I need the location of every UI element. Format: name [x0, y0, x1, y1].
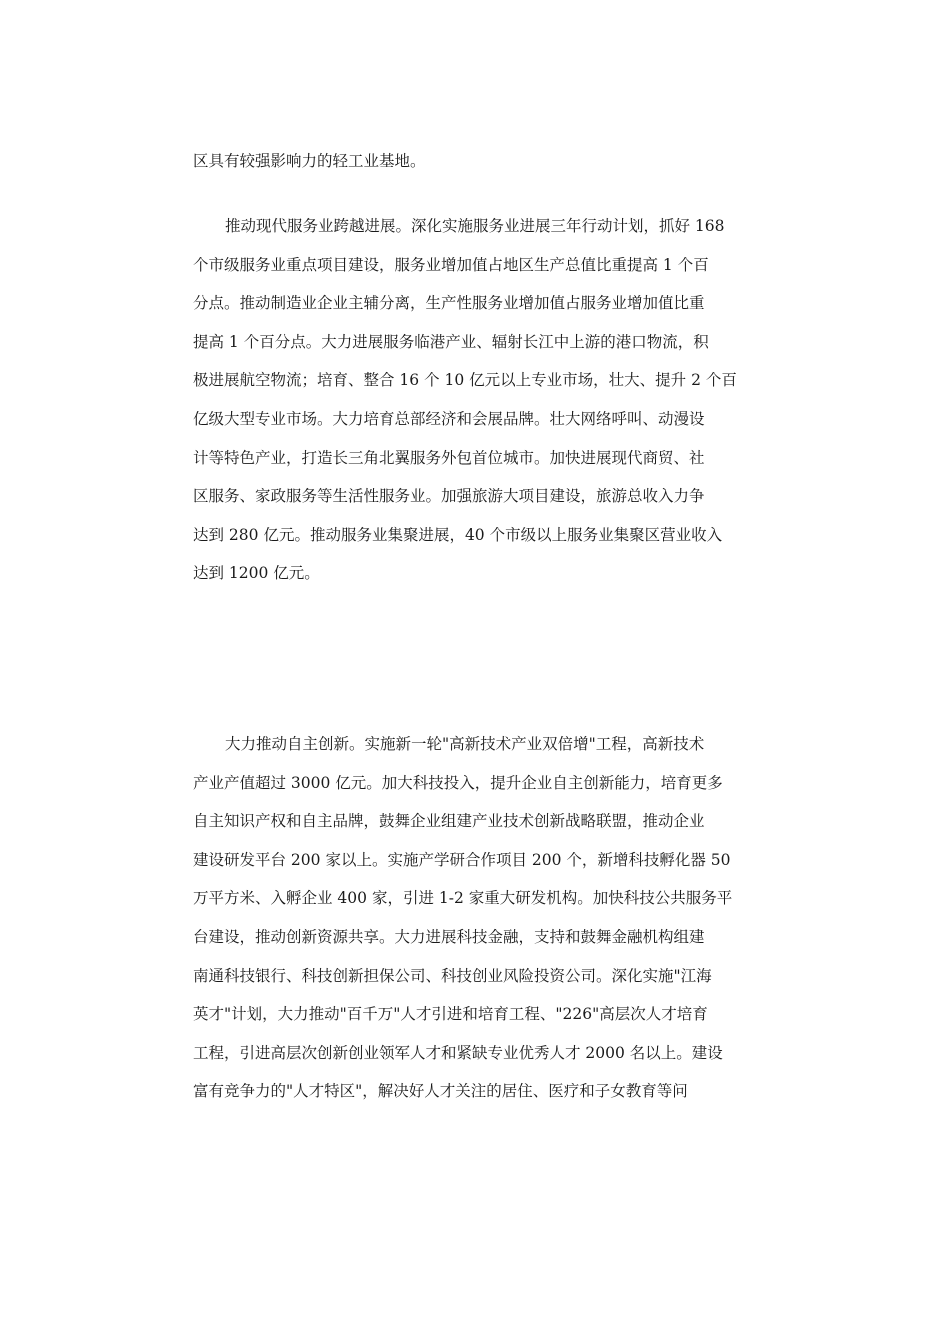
- paragraph-line: 区服务、家政服务等生活性服务业。加强旅游大项目建设，旅游总收入力争: [193, 487, 705, 506]
- paragraph-line: 万平方米、入孵企业 400 家，引进 1-2 家重大研发机构。加快科技公共服务平: [193, 889, 733, 908]
- paragraph-line: 大力推动自主创新。实施新一轮"高新技术产业双倍增"工程，高新技术: [225, 735, 705, 753]
- paragraph-line: 极进展航空物流；培育、整合 16 个 10 亿元以上专业市场，壮大、提升 2 个百: [193, 371, 737, 390]
- paragraph-modern-services: [193, 207, 783, 593]
- paragraph-light-industry-ending: [193, 142, 783, 181]
- paragraph-line: 达到 280 亿元。推动服务业集聚进展，40 个市级以上服务业集聚区营业收入: [193, 525, 723, 544]
- paragraph-line: 建设研发平台 200 家以上。实施产学研合作项目 200 个，新增科技孵化器 50: [193, 850, 731, 869]
- paragraph-independent-innovation: [193, 725, 783, 1111]
- paragraph-line: 个市级服务业重点项目建设，服务业增加值占地区生产总值比重提高 1 个百: [193, 255, 709, 274]
- paragraph-line: 亿级大型专业市场。大力培育总部经济和会展品牌。壮大网络呼叫、动漫设: [193, 409, 705, 428]
- paragraph-line: 台建设，推动创新资源共享。大力进展科技金融，支持和鼓舞金融机构组建: [193, 927, 705, 946]
- paragraph-line: 提高 1 个百分点。大力进展服务临港产业、辐射长江中上游的港口物流，积: [193, 332, 709, 351]
- paragraph-line: 区具有较强影响力的轻工业基地。: [193, 152, 426, 170]
- paragraph-line: 分点。推动制造业企业主辅分离，生产性服务业增加值占服务业增加值比重: [193, 294, 705, 313]
- paragraph-line: 推动现代服务业跨越进展。深化实施服务业进展三年行动计划，抓好 168: [225, 217, 725, 235]
- paragraph-line: 计等特色产业，打造长三角北翼服务外包首位城市。加快进展现代商贸、社: [193, 448, 705, 467]
- paragraph-line: 富有竞争力的"人才特区"，解决好人才关注的居住、医疗和子女教育等问: [193, 1082, 688, 1101]
- paragraph-line: 达到 1200 亿元。: [193, 564, 320, 583]
- paragraph-line: 自主知识产权和自主品牌，鼓舞企业组建产业技术创新战略联盟，推动企业: [193, 812, 705, 831]
- paragraph-line: 南通科技银行、科技创新担保公司、科技创业风险投资公司。深化实施"江海: [193, 966, 712, 985]
- paragraph-line: 工程，引进高层次创新创业领军人才和紧缺专业优秀人才 2000 名以上。建设: [193, 1043, 723, 1062]
- paragraph-line: 英才"计划，大力推动"百千万"人才引进和培育工程、"226"高层次人才培育: [193, 1005, 708, 1024]
- paragraph-line: 产业产值超过 3000 亿元。加大科技投入，提升企业自主创新能力，培育更多: [193, 773, 723, 792]
